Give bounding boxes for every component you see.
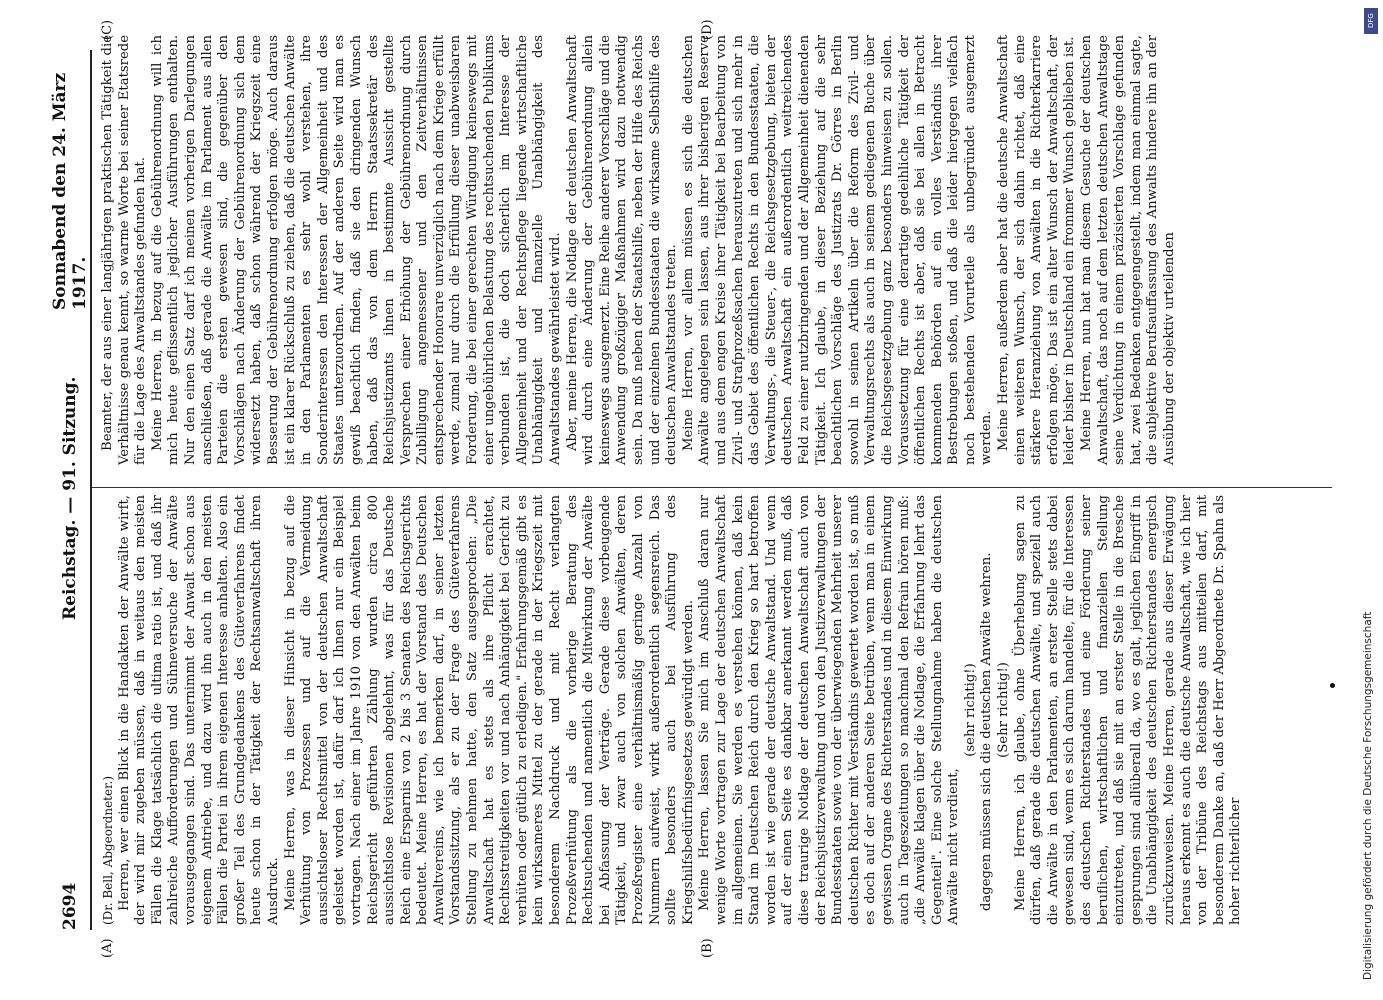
paragraph: Aber, meine Herren, die Notlage der deutschen Anwaltschaft wird durch eine Änderung der Gebührenordnung allein keineswegs ausgemerzt. Eine Reihe anderer Vorschläge und die Anwendung großzügiger Maßnahmen wird dazu notwendig sein. Da muß neben der Staatshilfe, neben der Hilfe des Reichs und der einzelnen Bundesstaaten die wirksame Selbsthilfe des deutschen Anwaltstandes treten. — [564, 35, 680, 465]
speaker-label: (Dr. Bell, Abgeordneter.) — [101, 775, 115, 925]
marker-a: (A) — [100, 938, 115, 958]
interjection: (sehr richtig!) — [962, 663, 978, 757]
page-number: 2694 — [60, 882, 80, 930]
paragraph: Meine Herren, außerdem aber hat die deutsche Anwaltschaft einen weiteren Wunsch, der sich dahin richtet, daß eine stärkere Heranziehung von Anwälten in die Richterkarriere erfolgen möge. Das ist ein alter Wunsch der Anwaltschaft, der leider bisher in Deutschland ein frommer Wunsch geblieben ist. — [996, 35, 1078, 465]
credit-text: Digitalisierung gefördert durch die Deutsche Forschungsgemeinschaft — [1362, 611, 1374, 980]
paragraph: Beamter, der aus einer langjährigen praktischen Tätigkeit die Verhältnisse genau kennt, so warme Worte bei seiner Etatsrede für die Lage des Anwaltstandes gefunden hat. — [100, 35, 149, 465]
column-divider — [92, 487, 1332, 488]
paragraph: Herren, wer einen Blick in die Handakten der Anwälte wirft, der wird mir zugeben müssen, daß in weitaus den meisten Fällen die Klage tatsächlich die ultima ratio ist, und daß ihr zahlreiche Aufforderungen und Sühneversuche der Anwälte vorausgegangen sind. Das unternimmt der Anwalt schon aus eigenem Antriebe, und dazu wird ihn auch in den meisten Fällen die Partei in ihrem eigenen Interesse anhalten. Also ein großer Teil des Grundgedankens des Güteverfahrens findet heute schon in der Tätigkeit der Rechtsanwaltschaft ihren Ausdruck. — [116, 495, 281, 925]
ink-dot — [1330, 683, 1335, 688]
paragraph: Meine Herren, ich glaube, ohne Überhebung sagen zu dürfen, daß gerade die deutschen Anwälte, und speziell auch die Anwälte in den Parlamenten, an erster Stelle stets dabei gewesen sind, wenn es sich darum handelte, für die Interessen des deutschen Richterstandes und eine Förderung seiner beruflichen, wirtschaftlichen und finanziellen Stellung einzutreten, und daß sie mit an erster Stelle in die Bresche gesprungen sind allüberall da, wo es galt, jeglichen Eingriff in die Unabhängigkeit des deutschen Richterstandes energisch zurückzuweisen. Meine Herren, gerade aus dieser Erwägung heraus erkennt es auch die deutsche Anwaltschaft, wie ich hier von der Tribüne des Reichstags aus mitteilen darf, mit besonderem Danke an, daß der Herr Abgeordnete Dr. Spahn als hoher richterlicher — [1012, 495, 1244, 925]
paragraph: Meine Herren, vor allem müssen es sich die deutschen Anwälte angelegen sein lassen, aus ihrer bisherigen Reserve und aus dem engen Kreise ihrer Tätigkeit bei Bearbeitung von Zivil- und Strafprozeßsachen herauszutreten und sich mehr in das Gebiet des öffentlichen Rechts in den Bundesstaaten, die Verwaltungs-, die Steuer-, die Reichsgesetzgebung, bieten der deutschen Anwaltschaft ein außerordentlich weitreichendes Feld zu einer nutzbringenden und der Allgemeinheit dienenden Tätigkeit. Ich glaube, in dieser Beziehung auf die sehr beachtlichen Vorschläge des Justizrats Dr. Görres in Berlin sowohl in seinen Artikeln über die Reform des Zivil- und Verwaltungsrechts als auch in seinem gediegenen Buche über die Reichsgesetzgebung ganz besonders hinweisen zu sollen. Voraussetzung für eine derartige gedeihliche Tätigkeit der öffentlichen Rechts ist aber, daß sie bei allen in Betracht kommenden Behörden auf ein volles Verständnis ihrer Bestrebungen stoßen, und daß die leider hiergegen vielfach noch bestehenden Vorurteile als unbegründet ausgemerzt werden. — [680, 35, 995, 465]
header-rule — [90, 50, 92, 930]
paragraph: Meine Herren, nun hat man diesem Gesuche der deutschen Anwaltschaft, das noch auf dem letzten deutschen Anwaltstage seine Verdichtung in einem präzisierten Vorschlage gefunden hat, zwei Bedenken entgegengestellt, indem man einmal sagte, die subjektive Berufsauffassung des Anwalts hindere ihn an der Ausübung der objektiv urteilenden — [1079, 35, 1177, 465]
paragraph: Meine Herren, in bezug auf die Gebührenordnung will ich mich heute geflissentlich jeglicher Ausführungen enthalten. Nur den einen Satz darf ich meinen vorherigen Darlegungen anschließen, daß gerade die Anwälte im Parlament aus allen Parteien die ersten gewesen sind, die gegenüber den Vorschlägen nach Änderung der Gebührenordnung sich dem widersetzt haben, daß schon während der Kriegszeit eine Besserung der Gebührenordnung erfolgen möge. Auch daraus ist ein klarer Rückschluß zu ziehen, daß die deutschen Anwälte in den Parlamenten es sehr wohl verstehen, ihre Sonderinteressen den Interessen der Allgemeinheit und des Staates unterzuordnen. Auf der anderen Seite wird man es gewiß beachtlich finden, daß sie den dringenden Wunsch haben, daß das von dem Herrn Staatssekretär des Reichsjustizamts ihnen in bestimmte Aussicht gestellte Versprechen einer Erhöhung der Gebührenordnung durch Zubilligung angemessener und den Zeitverhältnissen entsprechender Honorare unverzüglich nach dem Kriege erfüllt werde, zumal nur durch die Erfüllung dieser unabweisbaren Forderung, die bei einer gerechten Würdigung keineswegs mit einer ungebührlichen Belastung des rechtsuchenden Publikums verbunden ist, die doch sicherlich im Interesse der Allgemeinheit und der Rechtspflege liegende wirtschaftliche Unabhängigkeit und finanzielle Unabhängigkeit des Anwaltstandes gewährleistet wird. — [149, 35, 564, 465]
marker-c: (C) — [100, 19, 115, 40]
marker-d: (D) — [700, 19, 715, 40]
interjection: (Sehr richtig!) — [996, 662, 1012, 758]
left-column — [100, 495, 1245, 925]
paragraph: Meine Herren, was in dieser Hinsicht in bezug auf die Verhütung von Prozessen und auf die Vermeidung aussichtsloser Rechtsmittel von der deutschen Anwaltschaft geleistet worden ist, dafür darf ich Ihnen nur ein Beispiel vortragen. Nach einer im Jahre 1910 von den Anwälten beim Reichsgericht geführten Zählung wurden circa 800 aussichtslose Revisionen abgelehnt, was für das Deutsche Reich eine Ersparnis von 2 bis 3 Senaten des Reichsgerichts bedeutet. Meine Herren, es hat der Vorstand des Deutschen Anwaltvereins, wie ich bemerken darf, in seiner letzten Vorstandssitzung, als er zu der Frage des Güteverfahrens Stellung zu nehmen hatte, den Satz ausgesprochen: „Die Anwaltschaft hat es stets als ihre Pflicht erachtet, Rechtsstreitigkeiten vor und nach Anhängigkeit bei Gericht zu verhüten oder gütlich zu erledigen." Erfahrungsgemäß gibt es kein wirksameres Mittel zu der gerade in der Kriegszeit mit besonderem Nachdruck und mit Recht verlangten Prozeßverhütung als die vorherige Beratung des Rechtsuchenden und namentlich die Mitwirkung der Anwälte bei Abfassung der Verträge. Gerade diese vorbeugende Tätigkeit, und zwar auch von solchen Anwälten, deren Prozeßregister eine verhältnismäßig geringe Anzahl von Nummern aufweist, wirkt außerordentlich segensreich. Das sollte besonders auch bei Ausführung des Kriegshilfsbedürfnisgesetzes gewürdigt werden. — [282, 495, 696, 925]
page-header — [50, 50, 90, 930]
digitization-credit — [1362, 20, 1376, 980]
session-date: Sonnabend den 24. März 1917. — [50, 72, 90, 310]
dfg-logo: DFG — [1364, 8, 1378, 34]
paragraph: dagegen müssen sich die deutschen Anwälte wehren. — [979, 552, 995, 911]
marker-b: (B) — [700, 938, 715, 958]
session-title: Reichstag. — 91. Sitzung. — [60, 376, 80, 620]
paragraph: Meine Herren, lassen Sie mich im Anschluß daran nur wenige Worte vortragen zur Lage der deutschen Anwaltschaft im allgemeinen. Sie werden es verstehen können, daß kein Stand im Deutschen Reich durch den Krieg so hart betroffen worden ist wie gerade der deutsche Anwaltstand. Und wenn auf der einen Seite es dankbar anerkannt werden muß, daß diese traurige Notlage der deutschen Anwaltschaft auch von der Reichsjustizverwaltung und von den Justizverwaltungen der Bundesstaaten sowie von der überwiegenden Mehrheit unserer deutschen Richter mit Verständnis gewertet worden ist, so muß es doch auf der anderen Seite betrüben, wenn man in einem gewissen Organe des Richterstandes und in diesem Einwirkung auch in Tageszeitungen so manchmal den Refrain hören muß: „die Anwälte klagen über die Notlage, die Erfahrung lehrt das Gegenteil". Eine solche Stellungnahme haben die deutschen Anwälte nicht verdient, — [697, 495, 962, 925]
right-column — [100, 35, 1179, 465]
